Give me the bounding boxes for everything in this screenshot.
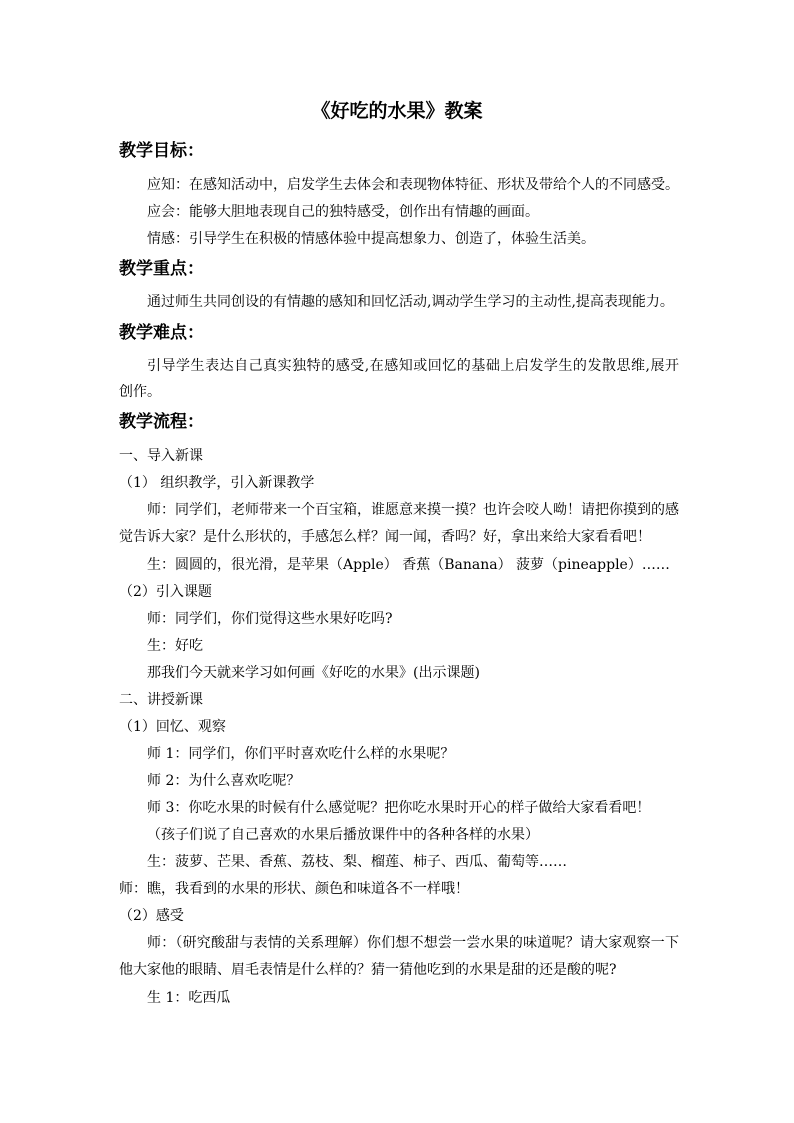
teacher-question-1: 师 1：同学们，你们平时喜欢吃什么样的水果呢？: [147, 746, 455, 762]
document-title: 《好吃的水果》教案: [311, 100, 483, 122]
part2-title: 二、讲授新课: [119, 692, 203, 708]
difficulty-heading: 教学难点：: [119, 323, 204, 343]
key-heading: 教学重点：: [119, 259, 204, 279]
student2-answer: 生：好吃: [147, 638, 203, 654]
difficulty-text-line2: 创作。: [119, 384, 161, 400]
teacher-question-2: 师 2：为什么喜欢吃呢？: [147, 773, 301, 789]
activity-note: （孩子们说了自己喜欢的水果后播放课件中的各种各样的水果）: [147, 827, 539, 843]
goal-skill: 应会：能够大胆地表现自己的独特感受，创作出有情趣的画面。: [147, 204, 539, 220]
key-text: 通过师生共同创设的有情趣的感知和回忆活动,调动学生学习的主动性,提高表现能力。: [147, 294, 674, 310]
goal-knowledge: 应知：在感知活动中，启发学生去体会和表现物体特征、形状及带给个人的不同感受。: [147, 177, 679, 193]
teacher3-statement: 那我们今天就来学习如何画《好吃的水果》(出示课题): [147, 665, 480, 681]
step1-label: （1） 组织教学，引入新课教学: [119, 475, 315, 491]
student1-answer: 生：圆圆的，很光滑，是苹果（Apple） 香蕉（Banana） 菠萝（pineapple）……: [147, 557, 670, 573]
part1-title: 一、导入新课: [119, 448, 203, 464]
process-heading: 教学流程：: [119, 412, 204, 432]
student4-answer: 生 1：吃西瓜: [147, 990, 231, 1006]
step3-label: （1）回忆、观察: [119, 719, 226, 735]
goals-heading: 教学目标：: [119, 141, 204, 161]
step2-label: （2）引入课题: [119, 584, 212, 600]
teacher5-line1: 师：（研究酸甜与表情的关系理解）你们想不想尝一尝水果的味道呢？请大家观察一下: [147, 935, 679, 951]
goal-emotion: 情感：引导学生在积极的情感体验中提高想象力、创造了，体验生活美。: [147, 231, 595, 247]
teacher4-statement: 师：瞧，我看到的水果的形状、颜色和味道各不一样哦！: [119, 881, 469, 897]
teacher5-line2: 他大家他的眼睛、眉毛表情是什么样的？猜一猜他吃到的水果是甜的还是酸的呢?: [119, 962, 617, 978]
teacher1-line2: 觉告诉大家？是什么形状的，手感怎么样？闻一闻，香吗？好，拿出来给大家看看吧！: [119, 529, 651, 545]
teacher2-question: 师：同学们，你们觉得这些水果好吃吗?: [147, 611, 393, 627]
student3-answer: 生：菠萝、芒果、香蕉、荔枝、梨、榴莲、柿子、西瓜、葡萄等……: [147, 854, 567, 870]
step4-label: （2）感受: [119, 908, 184, 924]
teacher-question-3: 师 3：你吃水果的时候有什么感觉呢？把你吃水果时开心的样子做给大家看看吧！: [147, 800, 651, 816]
difficulty-text-line1: 引导学生表达自己真实独特的感受,在感知或回忆的基础上启发学生的发散思维,展开: [147, 358, 679, 374]
teacher1-line1: 师：同学们，老师带来一个百宝箱，谁愿意来摸一摸？也许会咬人呦！请把你摸到的感: [147, 502, 679, 518]
